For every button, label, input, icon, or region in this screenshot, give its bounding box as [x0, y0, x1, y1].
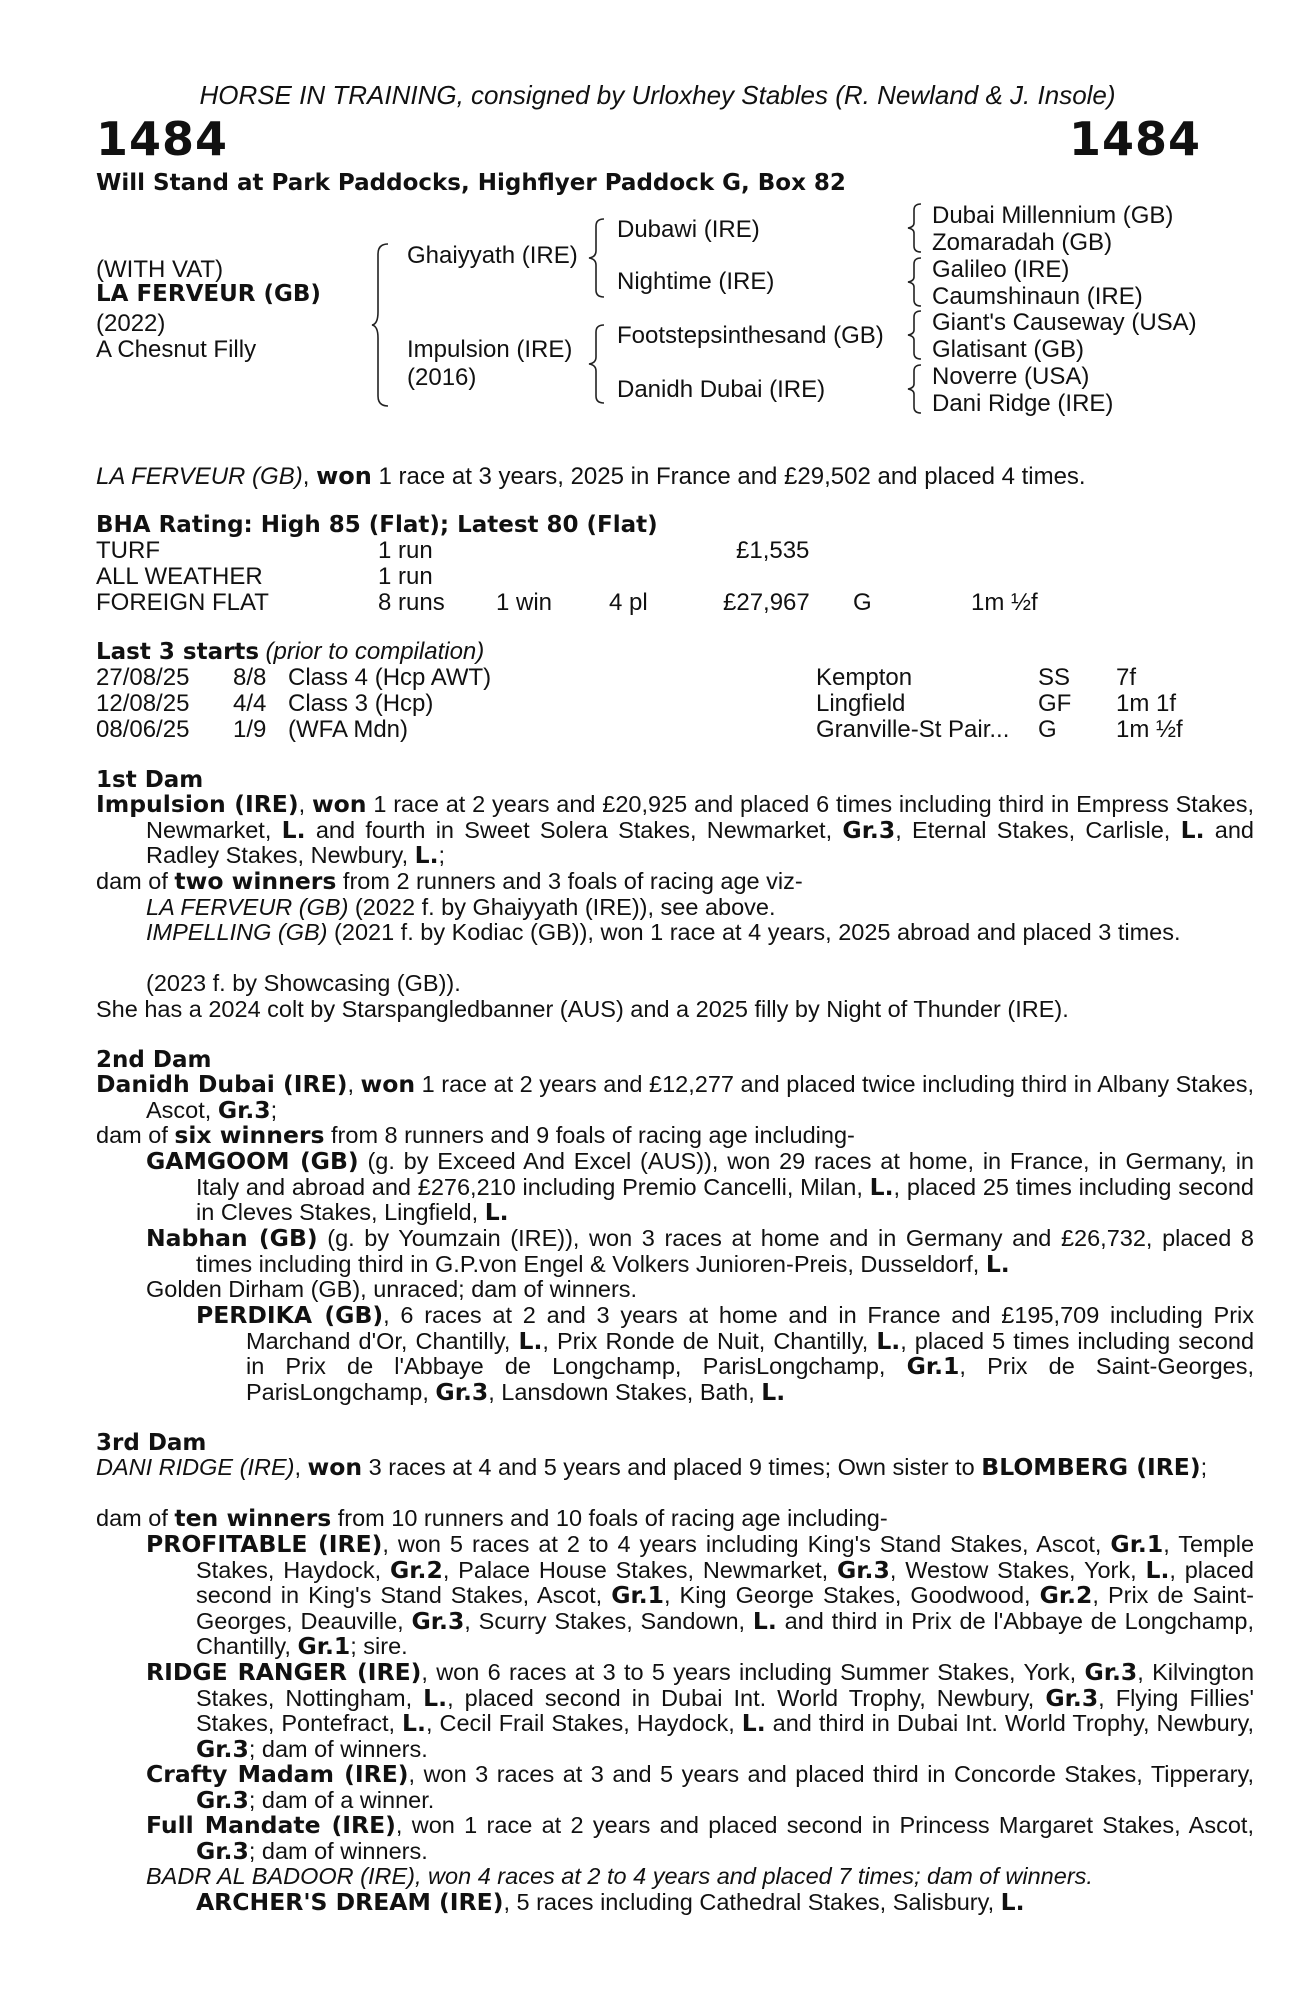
- second-dam-text: ;: [270, 1096, 278, 1123]
- produce-text: , Lansdown Stakes, Bath,: [488, 1378, 762, 1405]
- produce-item: [146, 1226, 1254, 1277]
- produce-item: [146, 1762, 1254, 1813]
- last-starts-heading-line: [96, 638, 484, 666]
- listed-mark: L.: [402, 1709, 426, 1738]
- summary-won: won: [316, 462, 372, 490]
- start-course: Lingfield: [816, 690, 906, 717]
- group-mark: Gr.3: [196, 1785, 249, 1814]
- listed-mark: L.: [761, 1377, 786, 1406]
- produce-text: , Temple Stakes, Haydock,: [196, 1531, 1255, 1583]
- third-dam-name: DANI RIDGE (IRE): [96, 1454, 295, 1480]
- rating-wins: 1 win: [496, 589, 553, 616]
- start-position: 1/9: [233, 716, 267, 743]
- third-dam-heading: 3rd Dam: [96, 1430, 207, 1456]
- winners-count: ten winners: [174, 1504, 332, 1532]
- produce-text: , placed second in King's Stand Stakes, Ascot,: [196, 1556, 1254, 1609]
- produce-item: [146, 1532, 1254, 1660]
- start-race: (WFA Mdn): [288, 716, 409, 743]
- produce-text: (2022 f. by Ghaiyyath (IRE)), see above.: [348, 894, 776, 920]
- group-mark: Gr.3: [1084, 1658, 1138, 1686]
- produce-item: [196, 1890, 1206, 1916]
- group-mark: Gr.2: [1039, 1581, 1093, 1610]
- group-mark: Gr.3: [217, 1095, 271, 1124]
- start-position: 8/8: [233, 664, 267, 691]
- produce-text: , Westow Stakes, York,: [889, 1556, 1146, 1583]
- damof-text: dam of: [96, 868, 175, 894]
- produce-name: ARCHER'S DREAM (IRE): [196, 1888, 504, 1916]
- listed-mark: L.: [484, 1198, 509, 1227]
- third-dam-text: ;: [1200, 1454, 1208, 1480]
- third-dam-produce-intro: [96, 1506, 1206, 1532]
- ancestor-g8: Dani Ridge (IRE): [932, 390, 1114, 417]
- produce-text: BADR AL BADOOR (IRE), won 4 races at 2 to 4 years and placed 7 times; dam of winners.: [146, 1863, 1093, 1889]
- sire-sire-name: Dubawi (IRE): [617, 216, 760, 243]
- horse-description: A Chesnut Filly: [96, 336, 257, 363]
- rating-surface: TURF: [96, 537, 160, 564]
- pedigree-brace-main: [370, 240, 392, 410]
- first-dam-produce-intro: [96, 869, 1206, 895]
- ancestor-g2: Zomaradah (GB): [932, 229, 1113, 256]
- produce-name: PERDIKA (GB): [196, 1301, 384, 1329]
- start-date: 27/08/25: [96, 664, 190, 691]
- produce-text: , King George Stakes, Goodwood,: [664, 1582, 1040, 1609]
- dam-sire-name: Footstepsinthesand (GB): [617, 322, 884, 349]
- lot-number-left: 1484: [96, 112, 229, 166]
- produce-text: , Scurry Stakes, Sandown,: [464, 1607, 753, 1634]
- summary-horse-name: LA FERVEUR (GB): [96, 463, 303, 490]
- produce-text: , placed 5 times including second in Prix de l'Abbaye de Longchamp, ParisLongchamp,: [246, 1327, 1255, 1380]
- second-dam-text: 1 race at 2 years and £12,277 and placed twice including third in Albany Stakes, Ascot,: [146, 1071, 1254, 1123]
- produce-text: , won 3 races at 3 and 5 years and placed third in Concorde Stakes, Tipperary,: [408, 1761, 1254, 1787]
- produce-text: , Palace House Stakes, Newmarket,: [442, 1556, 838, 1583]
- second-dam-record: Danidh Dubai (IRE), won 1 race at 2 years and £12,277 and placed twice including third in Albany Stakes, Ascot, Gr.3;: [96, 1070, 1254, 1124]
- first-dam-text: from 2 runners and 3 foals of racing age viz-: [336, 868, 803, 894]
- produce-text: (2021 f. by Kodiac (GB)), won 1 race at 4 years, 2025 abroad and placed 3 times.: [327, 919, 1181, 945]
- first-dam-text: and fourth in Sweet Solera Stakes, Newmarket,: [305, 816, 843, 843]
- ancestor-g1: Dubai Millennium (GB): [932, 202, 1174, 229]
- start-race: Class 3 (Hcp): [288, 690, 434, 717]
- dam-year: (2016): [407, 364, 477, 391]
- stand-location: Will Stand at Park Paddocks, Highflyer Paddock G, Box 82: [96, 170, 846, 196]
- produce-item: [146, 920, 1254, 946]
- rating-runs: 1 run: [378, 563, 433, 590]
- consignor-header: HORSE IN TRAINING, consigned by Urloxhey Stables (R. Newland & J. Insole): [199, 80, 1116, 110]
- listed-mark: L.: [869, 1172, 894, 1201]
- start-position: 4/4: [233, 690, 267, 717]
- produce-text: , won 6 races at 3 to 5 years including Summer Stakes, York,: [421, 1659, 1085, 1685]
- start-race: Class 4 (Hcp AWT): [288, 664, 492, 691]
- produce-text: ; dam of winners.: [248, 1837, 428, 1864]
- rating-surface: ALL WEATHER: [96, 563, 263, 590]
- second-dam-name: Danidh Dubai (IRE): [96, 1070, 348, 1098]
- produce-text: , Prix Ronde de Nuit, Chantilly,: [542, 1327, 877, 1354]
- pedigree-brace-g3d: [905, 363, 925, 415]
- dam-name: Impulsion (IRE): [407, 336, 573, 363]
- produce-name: LA FERVEUR (GB): [146, 894, 349, 920]
- second-dam-produce-intro: [96, 1123, 1206, 1149]
- start-going: GF: [1038, 690, 1072, 717]
- group-mark: Gr.1: [297, 1632, 351, 1661]
- rating-going: G: [853, 589, 872, 616]
- rating-placed: 4 pl: [609, 589, 648, 616]
- group-mark: Gr.3: [196, 1734, 249, 1763]
- third-dam-text: from 10 runners and 10 foals of racing age including-: [331, 1505, 888, 1531]
- start-date: 08/06/25: [96, 716, 190, 743]
- group-mark: Gr.1: [611, 1581, 665, 1610]
- rating-heading: BHA Rating: High 85 (Flat); Latest 80 (Flat): [96, 512, 658, 538]
- vat-note: (WITH VAT): [96, 256, 224, 283]
- produce-name: IMPELLING (GB): [146, 919, 328, 945]
- produce-name: Full Mandate (IRE): [146, 1811, 396, 1839]
- rating-surface: FOREIGN FLAT: [96, 589, 269, 616]
- sister-name: BLOMBERG (IRE): [981, 1453, 1201, 1481]
- listed-mark: L.: [985, 1249, 1010, 1278]
- pedigree-brace-g3b: [905, 256, 925, 308]
- start-going: G: [1038, 716, 1057, 743]
- group-mark: Gr.3: [837, 1555, 890, 1584]
- horse-name: LA FERVEUR (GB): [96, 281, 321, 307]
- produce-text: (2023 f. by Showcasing (GB)).: [146, 970, 461, 996]
- group-mark: Gr.1: [906, 1352, 960, 1381]
- sire-name: Ghaiyyath (IRE): [407, 242, 578, 269]
- last-starts-heading: Last 3 starts: [96, 639, 260, 665]
- produce-name: RIDGE RANGER (IRE): [146, 1658, 422, 1686]
- rating-distance: 1m ½f: [971, 589, 1038, 616]
- closing-text: She has a 2024 colt by Starspangledbanner (AUS) and a 2025 filly by Night of Thunder (IRE).: [96, 996, 1069, 1022]
- first-dam-text: , Eternal Stakes, Carlisle,: [895, 816, 1181, 843]
- winners-count: six winners: [174, 1121, 325, 1149]
- group-mark: Gr.3: [411, 1606, 465, 1635]
- summary-text: 1 race at 3 years, 2025 in France and £29,502 and placed 4 times.: [371, 463, 1086, 490]
- produce-text: , 6 races at 2 and 3 years at home and in France and £195,709 including Prix Marchand d'Or, Chantilly,: [246, 1302, 1254, 1354]
- listed-mark: L.: [741, 1709, 766, 1738]
- listed-mark: L.: [423, 1683, 448, 1712]
- produce-item: [146, 971, 1206, 997]
- produce-text: ; dam of a winner.: [248, 1786, 435, 1813]
- produce-text: and third in Dubai Int. World Trophy, Newbury,: [765, 1710, 1254, 1737]
- third-dam-record: DANI RIDGE (IRE), won 3 races at 4 and 5 years and placed 9 times; Own sister to BLOMBERG (IRE);: [96, 1453, 1208, 1481]
- damof-text: dam of: [96, 1122, 175, 1148]
- start-distance: 1m ½f: [1116, 716, 1183, 743]
- listed-mark: L.: [414, 841, 439, 870]
- produce-text: , won 1 race at 2 years and placed second in Princess Margaret Stakes, Ascot,: [395, 1812, 1254, 1838]
- ancestor-g4: Caumshinaun (IRE): [932, 283, 1143, 310]
- ancestor-g5: Giant's Causeway (USA): [932, 309, 1197, 336]
- group-mark: Gr.2: [390, 1555, 443, 1584]
- start-distance: 1m 1f: [1116, 690, 1177, 717]
- group-mark: Gr.1: [1110, 1530, 1164, 1558]
- listed-mark: L.: [281, 815, 306, 844]
- produce-text: (g. by Exceed And Excel (AUS)), won 29 races at home, in France, in Germany, in Italy and abroad and £276,210 including Premio Cancelli, Milan,: [196, 1148, 1254, 1200]
- rating-prize: £1,535: [736, 537, 810, 564]
- rating-prize: £27,967: [723, 589, 810, 616]
- start-course: Granville-St Pair...: [816, 716, 1010, 743]
- ancestor-g7: Noverre (USA): [932, 363, 1090, 390]
- produce-text: Golden Dirham (GB), unraced; dam of winners.: [146, 1276, 638, 1302]
- start-distance: 7f: [1116, 664, 1137, 691]
- dam-dam-name: Danidh Dubai (IRE): [617, 376, 826, 403]
- produce-text: , won 5 races at 2 to 4 years including King's Stand Stakes, Ascot,: [382, 1531, 1111, 1557]
- listed-mark: L.: [876, 1326, 901, 1355]
- produce-text: , 5 races including Cathedral Stakes, Salisbury,: [503, 1889, 1001, 1915]
- produce-text: , placed 25 times including second in Cleves Stakes, Lingfield,: [196, 1173, 1254, 1226]
- pedigree-brace-dam: [586, 322, 608, 406]
- listed-mark: L.: [518, 1326, 543, 1355]
- first-dam-text: ;: [438, 842, 446, 869]
- start-going: SS: [1038, 664, 1071, 691]
- produce-text: , placed second in Dubai Int. World Trophy, Newbury,: [447, 1684, 1046, 1711]
- pedigree-brace-g3c: [905, 309, 925, 361]
- produce-text: , Flying Fillies' Stakes, Pontefract,: [196, 1684, 1254, 1737]
- first-dam-won: won: [311, 790, 367, 818]
- produce-item: [146, 1277, 1204, 1303]
- listed-mark: L.: [1000, 1888, 1025, 1916]
- pedigree-brace-sire: [586, 216, 608, 300]
- group-mark: Gr.3: [196, 1836, 249, 1865]
- produce-name: Crafty Madam (IRE): [146, 1760, 409, 1788]
- rating-runs: 1 run: [378, 537, 433, 564]
- pedigree-brace-g3a: [905, 202, 925, 254]
- produce-text: ; sire.: [350, 1633, 408, 1660]
- third-dam-won: won: [307, 1453, 363, 1481]
- produce-name: Nabhan (GB): [146, 1224, 318, 1252]
- winners-count: two winners: [174, 867, 337, 895]
- start-date: 12/08/25: [96, 690, 190, 717]
- second-dam-text: from 8 runners and 9 foals of racing age including-: [324, 1122, 855, 1148]
- produce-item: [146, 1660, 1254, 1762]
- last-starts-note: (prior to compilation): [265, 638, 485, 665]
- group-mark: Gr.3: [842, 815, 896, 844]
- first-dam-record: Impulsion (IRE), won 1 race at 2 years and £20,925 and placed 6 times including third in Empress Stakes, Newmarket, L. and fourth in Sweet Solera Stakes, Newmarket, Gr.3, Eternal Stakes, Carlisle, L. and Radley Stakes, Newbury, L.;: [96, 790, 1254, 870]
- produce-item: [146, 1864, 1206, 1890]
- produce-item: [196, 1303, 1254, 1405]
- third-dam-text: 3 races at 4 and 5 years and placed 9 times; Own sister to: [362, 1454, 982, 1480]
- ancestor-g6: Glatisant (GB): [932, 336, 1085, 363]
- first-dam-heading: 1st Dam: [96, 767, 204, 793]
- produce-text: ; dam of winners.: [248, 1735, 428, 1762]
- second-dam-heading: 2nd Dam: [96, 1047, 212, 1073]
- first-dam-closing: [96, 997, 1206, 1023]
- produce-text: , Prix de Saint-Georges, ParisLongchamp,: [246, 1353, 1254, 1405]
- listed-mark: L.: [1180, 815, 1205, 844]
- ancestor-g3: Galileo (IRE): [932, 256, 1070, 283]
- produce-text: (g. by Youmzain (IRE)), won 3 races at home and in Germany and £26,732, placed 8 times including third in G.P.von Engel & Volkers Junioren-Preis, Dusseldorf,: [196, 1225, 1254, 1277]
- damof-text: dam of: [96, 1505, 175, 1531]
- listed-mark: L.: [1145, 1555, 1170, 1584]
- first-dam-text: and Radley Stakes, Newbury,: [146, 816, 1254, 869]
- produce-item: [146, 1149, 1254, 1226]
- second-dam-won: won: [360, 1070, 416, 1098]
- group-mark: Gr.3: [1045, 1683, 1099, 1712]
- produce-item: [146, 1813, 1254, 1864]
- produce-name: PROFITABLE (IRE): [146, 1530, 383, 1558]
- first-dam-text: 1 race at 2 years and £20,925 and placed 6 times including third in Empress Stakes, Newmarket,: [146, 791, 1254, 843]
- produce-text: , Kilvington Stakes, Nottingham,: [196, 1659, 1255, 1711]
- summary-line: LA FERVEUR (GB), won 1 race at 3 years, 2025 in France and £29,502 and placed 4 times.: [96, 462, 1086, 490]
- horse-year: (2022): [96, 310, 166, 337]
- group-mark: Gr.3: [435, 1377, 489, 1406]
- produce-text: and third in Prix de l'Abbaye de Longchamp, Chantilly,: [196, 1607, 1254, 1660]
- sire-dam-name: Nightime (IRE): [617, 268, 775, 295]
- produce-text: , Cecil Frail Stakes, Haydock,: [425, 1710, 742, 1737]
- first-dam-name: Impulsion (IRE): [96, 790, 299, 818]
- produce-item: [146, 895, 1206, 921]
- produce-name: GAMGOOM (GB): [146, 1147, 359, 1175]
- produce-text: , Prix de Saint-Georges, Deauville,: [196, 1582, 1254, 1634]
- rating-runs: 8 runs: [378, 589, 445, 616]
- listed-mark: L.: [752, 1606, 777, 1635]
- start-course: Kempton: [816, 664, 913, 691]
- lot-number-right: 1484: [1068, 112, 1201, 166]
